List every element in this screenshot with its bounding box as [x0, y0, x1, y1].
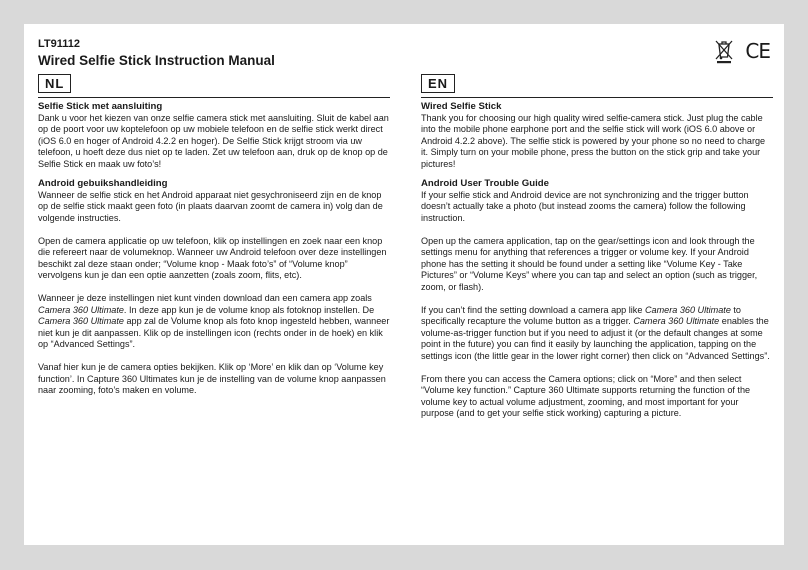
paragraph: Open up the camera application, tap on the gear/settings icon and look through the settings menu for anything that references a trigger or volume key. If your Android phone has the setting it should be found under a setting like “Volume Key - Take Pictures” or “Volume Keys” where you can tap and select an option (such as trigger, zoom, or flash).: [421, 235, 758, 292]
app-name: Camera 360 Ultimate: [644, 304, 731, 315]
paragraph: Vanaf hier kun je de camera opties bekijken. Klik op ‘More’ en klik dan op ‘Volume key function’. In Capture 360 Ultimates kun je de instelling van de volume knop aanpassen naar zooming, foto’s maken en volume.: [38, 362, 386, 395]
paragraph: Wanneer de selfie stick en het Android apparaat niet gesychroniseerd zijn en de knop op de selfie stick maakt geen foto (in plaats daarvan zoomt de camera in) volg dan de volgende instructies.: [38, 189, 383, 223]
section-heading: Selfie Stick met aansluiting: [38, 101, 163, 112]
ce-mark: CE: [745, 39, 770, 63]
language-label-nl: NL: [38, 74, 71, 93]
app-name: Camera 360 Ultimate: [633, 316, 720, 326]
dutch-column: [38, 74, 390, 408]
paragraph: Wanneer je deze instellingen niet kunt vinden download dan een camera app zoals Camera 360 Ultimate. In deze app kun je de volume knop als fotoknop instellen. De Camera 360 Ultimate app zal de Volume knop als foto knop ingesteld hebben, wanneer niet kun je dit aanpassen. Klik op de instellingen icon (rechts onder in de hoek) en klik op “Advanced Settings”.: [38, 293, 390, 349]
paragraph: Thank you for choosing our high quality wired selfie-camera stick. Just plug the cable into the mobile phone earphone port and the selfie stick will work (iOS 6.0 above or Android 4.2.2 above). The selfie stick is powered by your phone so no need to charge it. Simply turn on your mobile phone, press the button on the stick grip and take your pictures!: [421, 112, 766, 169]
section-heading: Android User Trouble Guide: [421, 178, 549, 189]
paragraph: Open de camera applicatie op uw telefoon, klik op instellingen en zoek naar een knop die refereert naar de volumeknop. Wanneer uw Android telefoon over deze instellingen beschikt zal deze staan onder; “Volume knop - Maak foto’s” of “Volume knop” vervolgens kun je dan een optie aanzetten (zoals zoom, flits, etc).: [38, 235, 387, 280]
product-code: LT91112: [38, 38, 80, 50]
manual-page: [24, 24, 784, 545]
app-name: Camera 360 Ultimate: [38, 316, 124, 326]
section-heading: Android gebuikshandleiding: [38, 178, 168, 189]
divider: [38, 97, 390, 98]
paragraph: If your selfie stick and Android device are not synchronizing and the trigger button doesn’t actually take a photo (but instead zooms the camera) follow the following instruction.: [421, 189, 749, 223]
crossed-bin-icon: [713, 38, 735, 64]
paragraph: If you can’t find the setting download a camera app like Camera 360 Ultimate to specifically recapture the volume button as a trigger. Camera 360 Ultimate enables the volume-as-trigger function but if you need to adjust it (or the default changes at some point in the future) you can find it easily by launching the application, tapping on the settings icon (the little gear in the lower right corner) then click on “Advanced Settings”.: [421, 304, 770, 361]
language-label-en: EN: [421, 74, 455, 93]
document-title: Wired Selfie Stick Instruction Manual: [38, 53, 275, 68]
divider: [421, 97, 773, 98]
paragraph: From there you can access the Camera options; click on “More” and then select “Volume key function.” Capture 360 Ultimate supports returning the function of the volume key to actual volume adjustment, zooming, and most important for your purpose (and to get your selfie stick working) capturing a picture.: [421, 373, 751, 418]
paragraph: Dank u voor het kiezen van onze selfie camera stick met aansluiting. Sluit de kabel aan op de poort voor uw koptelefoon op uw mobiele telefoon en de selfie stick werkt direct (iOS 6.0 en hoger of Android 4.2.2 en hoger). De Selfie Stick krijgt stroom via uw telefoon, u hoeft deze dus niet op te laden. Zet uw telefoon aan, druk op de knop op de Selfie Stick en maak uw foto’s!: [38, 112, 389, 169]
compliance-marks: [713, 38, 770, 64]
english-column: [421, 74, 773, 431]
app-name: Camera 360 Ultimate: [38, 304, 124, 315]
section-heading: Wired Selfie Stick: [421, 101, 502, 112]
